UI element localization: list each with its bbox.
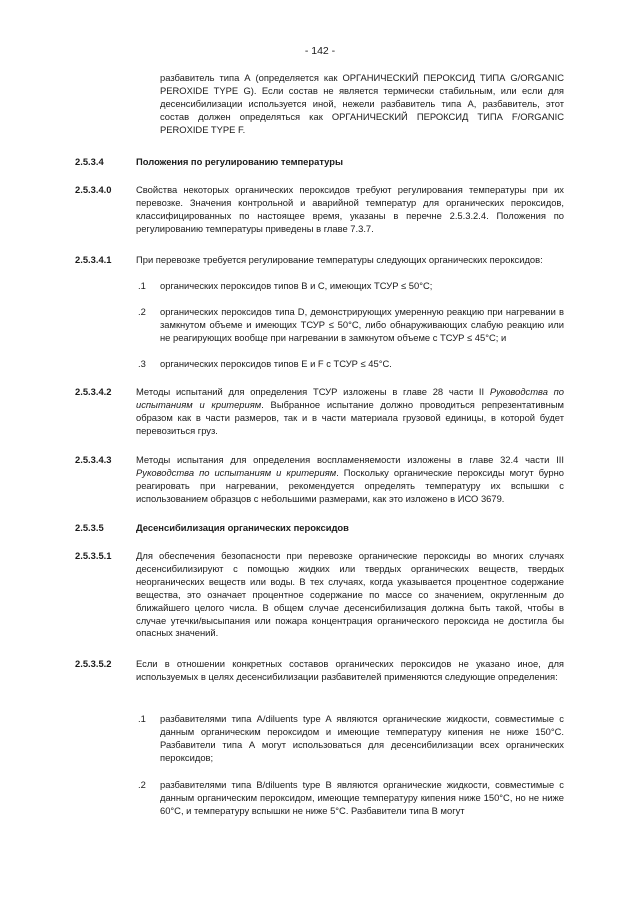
list-item-text: органических пероксидов типа D, демонстрирующих умеренную реакцию при нагревании в замкнутом объеме и имеющих ТСУР ≤ 50°С, либо обнаруживающих слабую реакцию или не реагирующих вообще при нагревании в замкнутом объеме с ТСУР ≤ 45°С; и (160, 306, 564, 343)
list-item-text: органических пероксидов типов Е и F с ТСУР ≤ 45°С. (160, 358, 392, 369)
list-item-number: .2 (138, 779, 146, 790)
section-number: 2.5.3.4.0 (75, 184, 112, 195)
section-number: 2.5.3.4 (75, 156, 104, 167)
section-number: 2.5.3.4.3 (75, 454, 112, 465)
section-title: Положения по регулированию температуры (136, 156, 343, 167)
manual-title: Руководства по испытаниям и критериям (136, 386, 564, 410)
list-item-text: разбавителями типа A/diluents type A являются органические жидкости, совместимые с данным органическим пероксидом и имеющие температуру кипения не ниже 150°С. Разбавители типа А могут использоваться для десенсибилизации всех органических пероксидов; (160, 713, 564, 763)
section-text: Для обеспечения безопасности при перевозке органические пероксиды во многих случаях десенсибилизируют с помощью жидких или твердых органических веществ, твердых неорганических веществ или воды. В тех случаях, когда указывается процентное содержание вещества, это означает процентное содержание по массе со значением, округленным до ближайшего целого числа. В общем случае десенсибилизация должна быть такой, чтобы в случае утечки/высыпания или пожара концентрация органического пероксида не достигла бы опасных значений. (136, 550, 564, 639)
section-text: Если в отношении конкретных составов органических пероксидов не указано иное, для используемых в целях десенсибилизации разбавителей применяются следующие определения: (136, 658, 564, 682)
continuation-paragraph: разбавитель типа А (определяется как ОРГАНИЧЕСКИЙ ПЕРОКСИД ТИПА G/ORGANIC PEROXIDE TYPE G). Если состав не является термически стабильным, или если для десенсибилизации используется иной, нежели разбавитель типа А, разбавитель, этот состав должен определяться как ОРГАНИЧЕСКИЙ ПЕРОКСИД ТИПА F/ORGANIC PEROXIDE TYPE F. (160, 72, 564, 135)
list-item-text: органических пероксидов типов В и С, имеющих ТСУР ≤ 50°С; (160, 280, 433, 291)
list-item-number: .1 (138, 713, 146, 724)
section-number: 2.5.3.5.1 (75, 550, 112, 561)
section-text (136, 386, 564, 438)
section-number: 2.5.3.4.2 (75, 386, 112, 397)
section-text: При перевозке требуется регулирование температуры следующих органических пероксидов: (136, 254, 543, 265)
manual-title: Руководства по испытаниям и критериям (136, 466, 337, 478)
section-number: 2.5.3.5 (75, 522, 104, 533)
section-text-part: . Поскольку органические пероксиды могут бурно реагировать при нагревании, рекомендуется определять температуру их вспышки с использованием образцов с небольшими размерами, как это изложено в ИСО 3679. (136, 466, 564, 504)
list-item-number: .2 (138, 306, 146, 317)
section-text-part: Методы испытаний для определения ТСУР изложены в главе 28 части II (136, 386, 490, 397)
section-number: 2.5.3.5.2 (75, 658, 112, 669)
section-number: 2.5.3.4.1 (75, 254, 112, 265)
list-item-number: .1 (138, 280, 146, 291)
section-title: Десенсибилизация органических пероксидов (136, 522, 349, 533)
section-text-part: . Выбранное испытание должно проводиться репрезентативным образом как в части размеров, так и в части материала грузовой единицы, в которой будет перевозиться груз. (136, 398, 564, 436)
section-text-part: Методы испытания для определения воспламеняемости изложены в главе 32.4 части III (136, 454, 564, 465)
list-item-number: .3 (138, 358, 146, 369)
page-number: - 142 - (304, 45, 336, 57)
section-text (136, 454, 564, 506)
list-item-text: разбавителями типа B/diluents type B являются органические жидкости, совместимые с данным органическим пероксидом, имеющие температуру кипения ниже 150°С, но не ниже 60°С, и температуру вспышки не ниже 5°С. Разбавители типа В могут (160, 779, 564, 816)
section-text: Свойства некоторых органических пероксидов требуют регулирования температуры при их перевозке. Значения контрольной и аварийной температур для органических пероксидов, классифицированных по настоящее время, указаны в перечне 2.5.3.2.4. Положения по регулированию температуры приведены в главе 7.3.7. (136, 184, 564, 234)
